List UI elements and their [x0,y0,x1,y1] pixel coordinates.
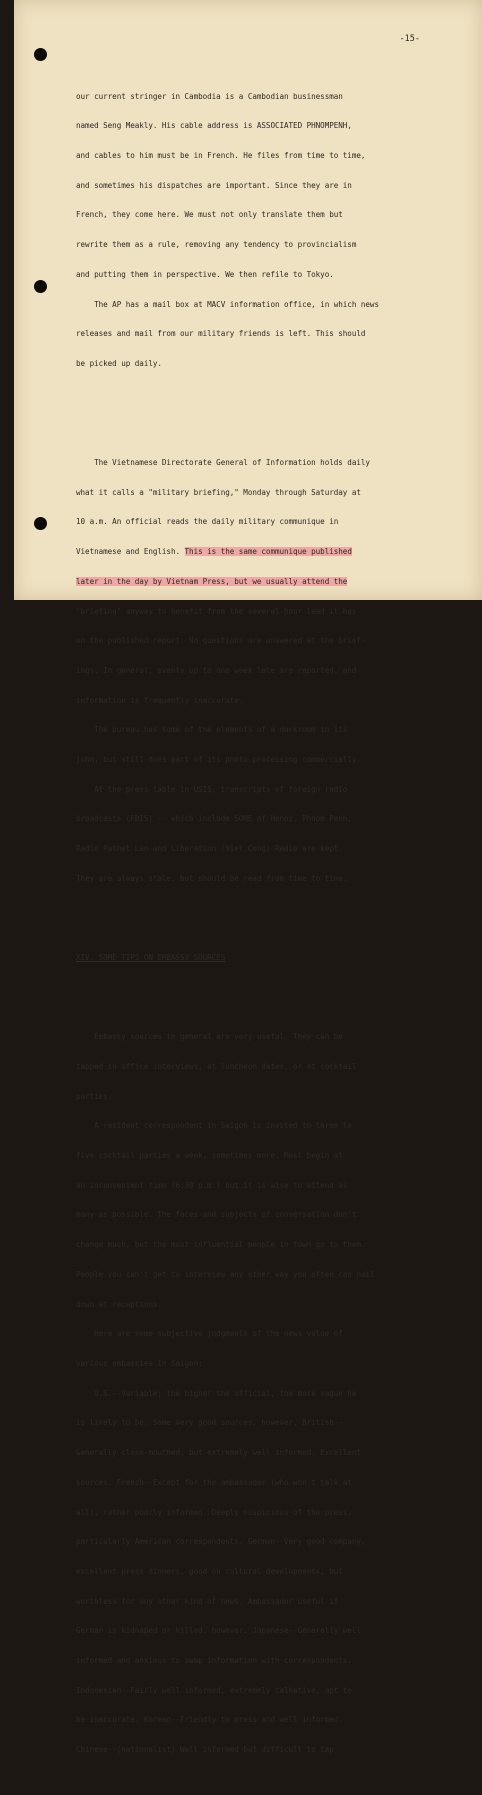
text-line: what it calls a "military briefing," Monday through Saturday at [76,487,361,497]
text-line: excellent press dinners, good on cultural developments, but [76,1566,343,1576]
text-line: john, but still does part of its photo processing commercially. [76,755,361,765]
text-segment: Vietnamese and English. [76,547,185,557]
text-line [76,577,472,587]
punch-hole [34,517,47,530]
text-line: be inaccurate. Korean--Friendly to press and well informed. [76,1715,343,1725]
text-line: our current stringer in Cambodia is a Cambodian businessman [76,91,343,101]
text-line: German is kidnaped or killed, however. Japanese--Generally well [76,1626,361,1636]
text-line: French, they come here. We must not only translate them but [76,210,343,220]
text-line: parties. [76,1091,113,1101]
text-line: U.S.--Variable; the higher the official, the more vague he [76,1388,357,1398]
text-line: and sometimes his dispatches are important. Since they are in [76,180,352,190]
highlighted-text: This is the same communique published [184,547,352,557]
text-line: information is frequently inaccurate. [76,695,244,705]
text-line: The AP has a mail box at MACV information office, in which news [76,299,379,309]
text-line: A resident correspondent in Saigon is invited to three to [76,1121,352,1131]
text-line: Generally close-mouthed, but extremely well informed. Excellent [76,1448,361,1458]
page-number: -15- [399,34,420,44]
text-line: and putting them in perspective. We then refile to Tokyo. [76,269,334,279]
text-line: "briefing" anyway to benefit from the several-hour lead it has [76,606,357,616]
text-line: various embassies in Saigon: [76,1359,203,1368]
text-line: rewrite them as a rule, removing any tendency to provincialism [76,240,357,250]
paragraph-stringer [76,72,472,389]
text-line: an inconvenient time (6:30 p.m.) but it is wise to attend as [76,1180,348,1190]
text-line: many as possible. The faces and subjects of conversation don't [76,1210,357,1220]
page-body [76,52,472,1795]
section-heading: XIV. SOME TIPS ON EMBASSY SOURCES [76,953,226,963]
text-line: They are always stale, but should be read from time to time. [76,873,348,883]
text-line: is likely to be. Some very good sources, however. British-- [76,1418,343,1428]
text-line: broadcasts (FBIS) -- which include SOME of Hanoi, Phnom Penh, [76,814,352,824]
text-line: The bureau has some of the elements of a darkroom in its [76,725,348,735]
text-line: Here are some subjective judgments of the news value of [76,1329,343,1339]
text-line: ings. In general, events up to one week late are reported, and [76,665,357,675]
text-line: Embassy sources in general are very useful. They can be [76,1032,343,1042]
text-line: on the published report. No questions are answered at the brief- [76,636,366,646]
text-line [76,547,472,557]
text-line: Radio Pathet Lao and Liberation (Viet Cong) Radio are kept. [76,844,343,854]
text-line: worthless for any other kind of news. Ambassador useful if [76,1596,339,1606]
text-line: People you can't get to interview any other way you often can nail [76,1269,375,1279]
paragraph-embassy-sources [76,1012,472,1774]
text-line: informed and anxious to swap information with correspondents. [76,1656,352,1666]
highlighted-text: later in the day by Vietnam Press, but we usually attend the [76,576,348,586]
text-line: tapped in office interviews, at luncheon dates, or at cocktail [76,1061,357,1071]
text-line: sources. French--Except for the ambassador (who won't talk at [76,1477,352,1487]
text-line: particularly American correspondents. German--Very good company, [76,1537,366,1547]
text-line: be picked up daily. [76,358,162,368]
typewritten-page [14,0,482,1755]
text-line: The Vietnamese Directorate General of Information holds daily [76,457,370,467]
text-line: 10 a.m. An official reads the daily military communique in [76,517,339,527]
text-line: Indonesian--Fairly well informed, extremely talkative, apt to [76,1685,352,1695]
text-line: change much, but the most influential people in town go to them. [76,1240,366,1250]
punch-hole [34,48,47,61]
text-line: and cables to him must be in French. He files from time to time, [76,151,366,161]
text-line: At the press table in USIS, transcripts of foreign radio [76,784,348,794]
text-line: down at receptions. [76,1299,162,1309]
text-line: named Seng Meakly. His cable address is ASSOCIATED PHNOMPENH, [76,121,352,131]
paragraph-briefing [76,438,472,903]
text-line: five cocktail parties a week, sometimes more. Most begin at [76,1151,343,1161]
text-line: all), rather poorly informed. Deeply suspicious of the press, [76,1507,352,1517]
text-line: Chinese--(nationalist) Well informed but difficult to tap [76,1745,334,1755]
punch-hole [34,280,47,293]
text-line: releases and mail from our military friends is left. This should [76,329,366,339]
